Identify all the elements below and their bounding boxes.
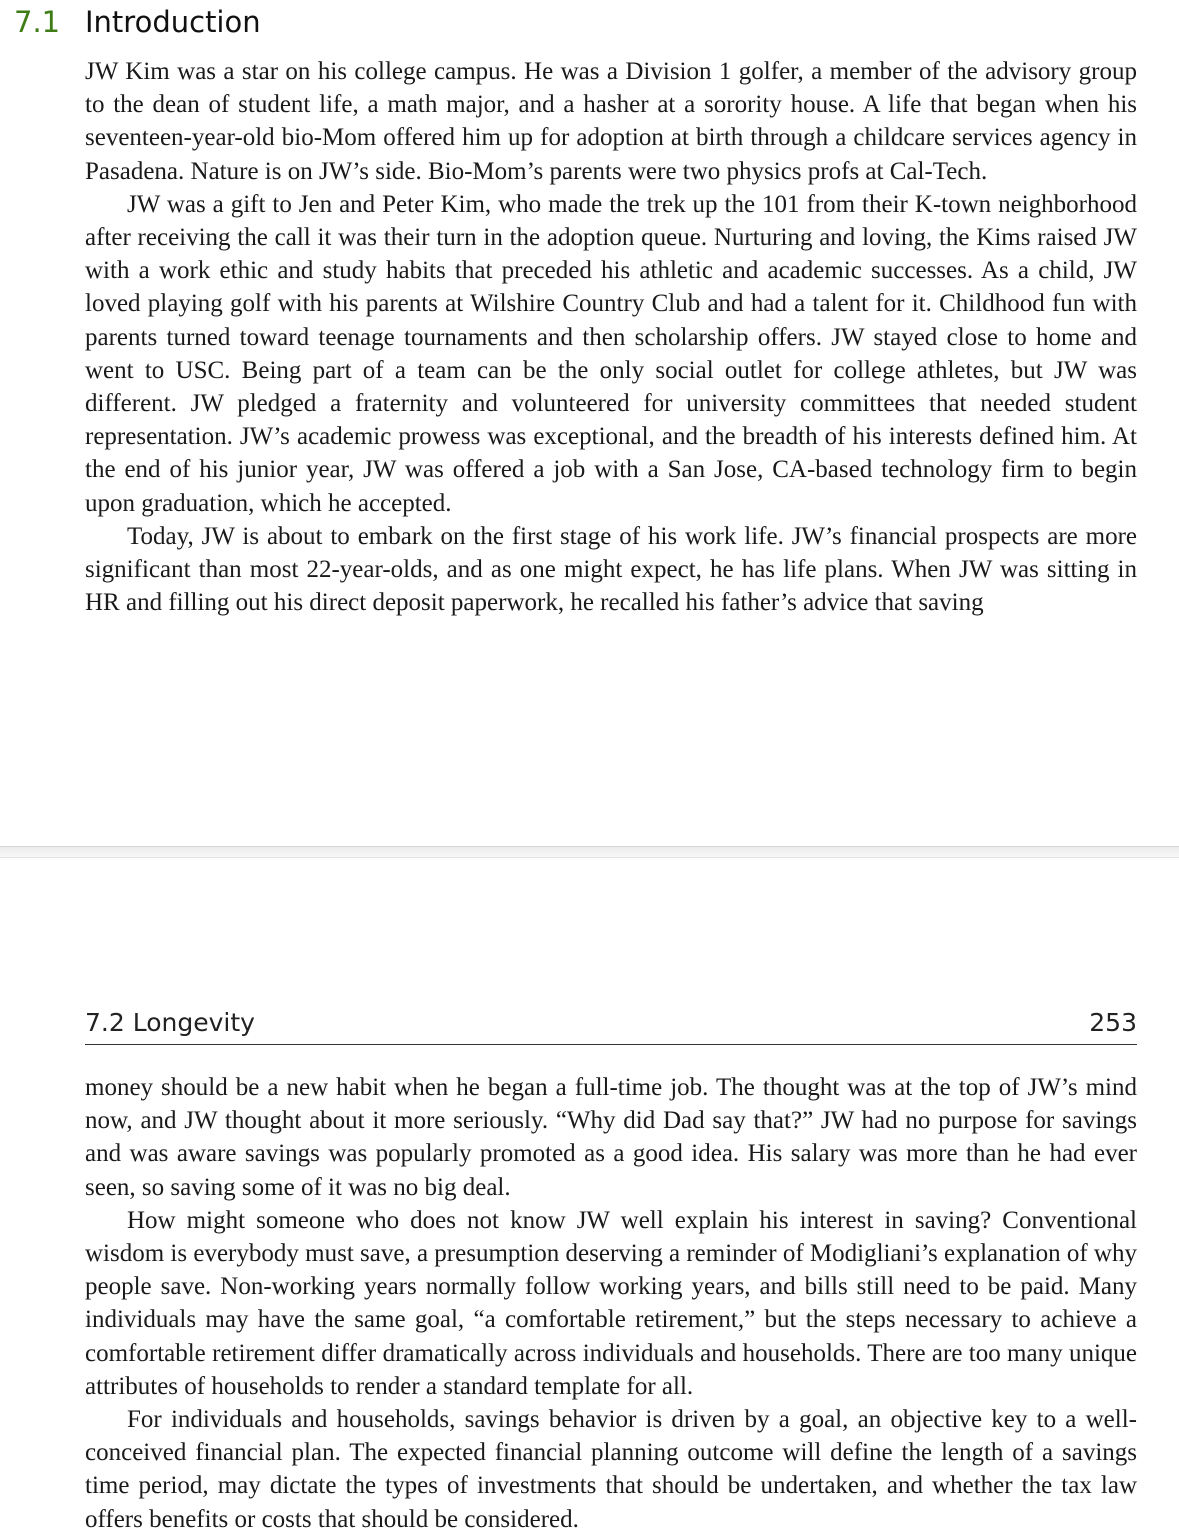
section-number: 7.1 [14, 5, 61, 39]
paragraph: Today, JW is about to embark on the first stage of his work life. JW’s financial prospects are more significant than most 22-year-olds, and as one might expect, he has life plans. When JW was sitting in HR and filling out his direct deposit paperwork, he recalled his father’s advice that saving [85, 522, 1137, 617]
top-body-text [85, 55, 1137, 619]
paragraph: For individuals and households, savings behavior is driven by a goal, an objective key to a well-conceived financial plan. The expected financial planning outcome will define the length of a savings time period, may dictate the types of investments that should be undertaken, and whether the tax law offers benefits or costs that should be considered. [85, 1406, 1137, 1533]
section-title: Introduction [85, 5, 261, 39]
paragraph: JW was a gift to Jen and Peter Kim, who made the trek up the 101 from their K-town neighborhood after receiving the call it was their turn in the adoption queue. Nurturing and loving, the Kims raised JW with a work ethic and study habits that preceded his athletic and academic successes. As a child, JW loved playing golf with his parents at Wilshire Country Club and had a talent for it. Childhood fun with parents turned toward teenage tournaments and then scholarship offers. JW stayed close to home and went to USC. Being part of a team can be the only social outlet for college athletes, but JW was different. JW pledged a fraternity and volunteered for university committees that needed student representation. JW’s academic prowess was exceptional, and the breadth of his interests defined him. At the end of his junior year, JW was offered a job with a San Jose, CA-based technology firm to begin upon graduation, which he accepted. [85, 190, 1137, 517]
page-bottom [0, 857, 1179, 1540]
running-header-title: 7.2 Longevity [85, 1008, 255, 1037]
paragraph: money should be a new habit when he began a full-time job. The thought was at the top of JW’s mind now, and JW thought about it more seriously. “Why did Dad say that?” JW had no purpose for savings and was aware savings was popularly promoted as a good idea. His salary was more than he had ever seen, so saving some of it was no big deal. [85, 1074, 1137, 1201]
paragraph: JW Kim was a star on his college campus. He was a Division 1 golfer, a member of the advisory group to the dean of student life, a math major, and a hasher at a sorority house. A life that began when his seventeen-year-old bio-Mom offered him up for adoption at birth through a childcare services agency in Pasadena. Nature is on JW’s side. Bio-Mom’s parents were two physics profs at Cal-Tech. [85, 58, 1137, 185]
paragraph: How might someone who does not know JW well explain his interest in saving? Conventional wisdom is everybody must save, a presumption deserving a reminder of Modigliani’s explanation of why people save. Non-working years normally follow working years, and bills still need to be paid. Many individuals may have the same goal, “a comfortable retirement,” but the steps necessary to achieve a comfortable retirement differ dramatically across individuals and households. There are too many unique attributes of households to render a standard template for all. [85, 1206, 1137, 1400]
page-number: 253 [1089, 1008, 1137, 1037]
bottom-body-text [85, 1071, 1137, 1536]
section-heading [14, 4, 261, 40]
running-header [85, 1008, 1137, 1045]
